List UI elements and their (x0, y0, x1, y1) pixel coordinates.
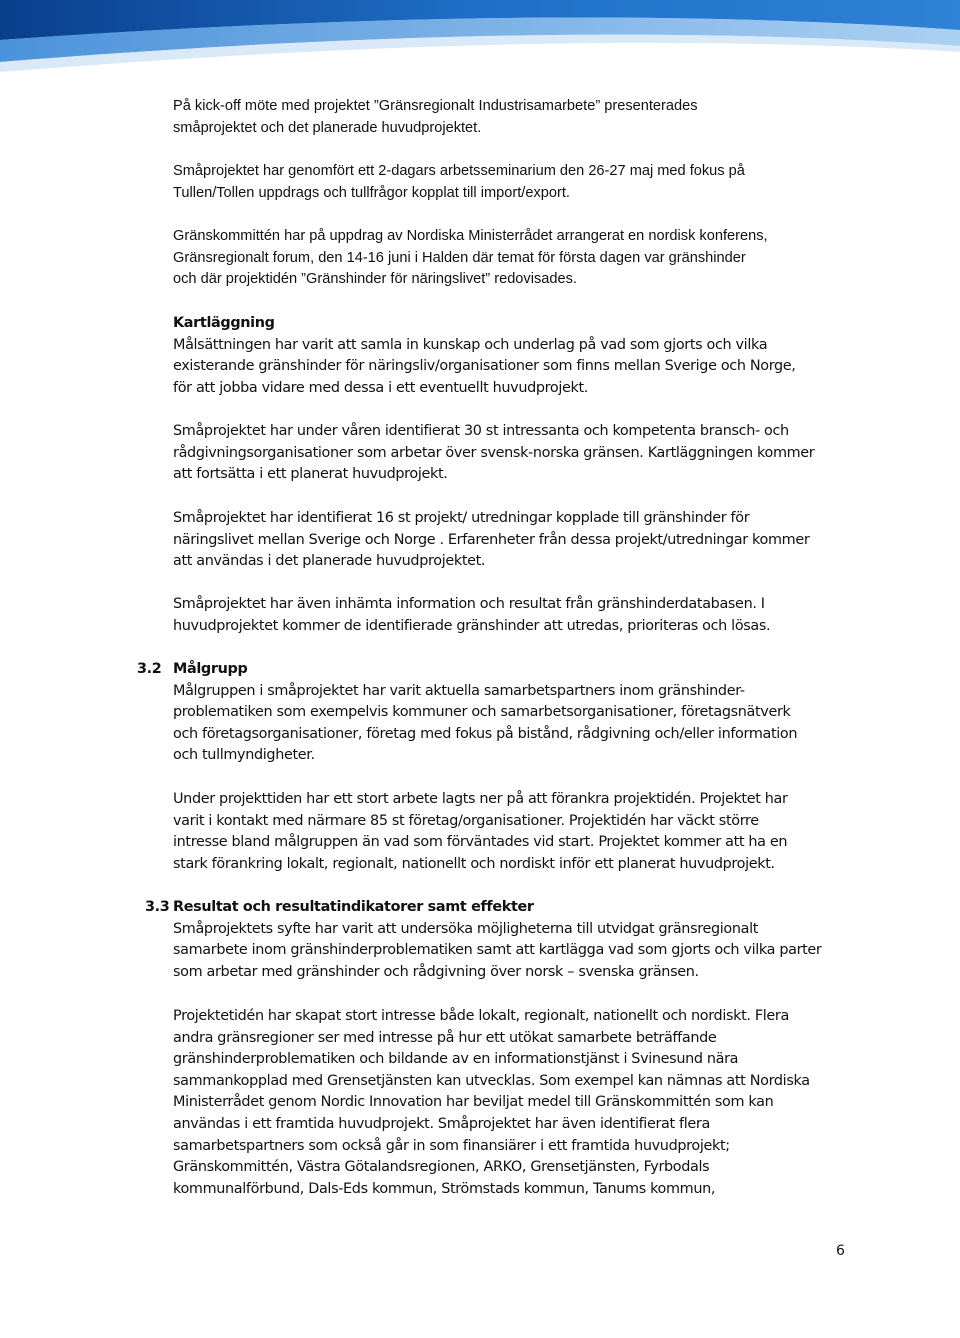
text-line: sammankopplad med Grensetjänsten kan utvecklas. Som exempel kan nämnas att Nordiska (173, 1072, 810, 1089)
text-line: samarbetspartners som också går in som finansiärer i ett framtida huvudprojekt; (173, 1137, 730, 1154)
text-line: intresse bland målgruppen än vad som förväntades vid start. Projektet kommer att ha en (173, 834, 788, 851)
paragraph-seminar (173, 161, 873, 204)
text-line: Gränsregionalt forum, den 14-16 juni i Halden där temat för första dagen var gränshinder (173, 249, 746, 266)
paragraph-kickoff (173, 96, 873, 139)
text-line: som arbetar med gränshinder och rådgivning över norsk – svenska gränsen. (173, 963, 699, 980)
text-line: rådgivningsorganisationer som arbetar över svensk-norska gränsen. Kartläggningen kommer (173, 444, 815, 461)
text-line: Tullen/Tollen uppdrags och tullfrågor kopplat till import/export. (173, 184, 570, 201)
text-line: problematiken som exempelvis kommuner och samarbetsorganisationer, företagsnätverk (173, 704, 791, 721)
text-line: och företagsorganisationer, företag med fokus på bistånd, rådgivning och/eller information (173, 725, 798, 742)
text-line: Småprojektet har under våren identifierat 30 st intressanta och kompetenta bransch- och (173, 423, 789, 439)
paragraph-malgrupp-2 (173, 789, 873, 875)
text-line: Gränskommittén, Västra Götalandsregionen, ARKO, Grensetjänsten, Fyrbodals (173, 1159, 710, 1176)
text-line: existerande gränshinder för näringsliv/organisationer som finns mellan Sverige och Norge, (173, 358, 796, 375)
text-line: Ministerrådet genom Nordic Innovation har beviljat medel till Gränskommittén som kan (173, 1094, 774, 1111)
text-line: Projektetidén har skapat stort intresse både lokalt, regionalt, nationellt och nordiskt. Flera (173, 1008, 789, 1024)
section-title-resultat: Resultat och resultatindikatorer samt effekter (173, 899, 534, 915)
text-line: småprojektet och det planerade huvudprojektet. (173, 119, 482, 136)
text-line: Småprojektet har genomfört ett 2-dagars arbetsseminarium den 26-27 maj med fokus på (173, 163, 745, 179)
text-line: andra gränsregioner ser med intresse på hur ett utökat samarbete beträffande (173, 1029, 717, 1046)
paragraph-conference (173, 226, 873, 291)
paragraph-database (173, 594, 873, 637)
text-line: och där projektidén ”Gränshinder för näringslivet” redovisades. (173, 271, 577, 288)
text-line: stark förankring lokalt, regionalt, nationellt och nordiskt inför ett planerat huvudprojekt. (173, 855, 775, 872)
section-title-malgrupp: Målgrupp (173, 661, 248, 677)
text-line: för att jobba vidare med dessa i ett eventuellt huvudprojekt. (173, 379, 589, 396)
text-line: kommunalförbund, Dals-Eds kommun, Strömstads kommun, Tanums kommun, (173, 1180, 716, 1197)
header-decoration (0, 0, 960, 80)
section-malgrupp (173, 659, 873, 767)
text-line: varit i kontakt med närmare 85 st företag/organisationer. Projektidén har väckt större (173, 812, 759, 829)
text-line: att fortsätta i ett planerat huvudprojekt. (173, 466, 448, 483)
paragraph-identified-projects (173, 508, 873, 573)
page-number: 6 (836, 1243, 845, 1259)
section-resultat (173, 897, 873, 983)
text-line: Målsättningen har varit att samla in kunskap och underlag på vad som gjorts och vilka (173, 336, 768, 353)
text-line: användas i ett framtida huvudprojekt. Småprojektet har även identifierat flera (173, 1115, 710, 1132)
text-line: och tullmyndigheter. (173, 747, 315, 764)
text-line: På kick-off möte med projektet ”Gränsregionalt Industrisamarbete” presenterades (173, 98, 698, 114)
text-line: gränshinderproblematiken och bildande av en informationstjänst i Svinesund nära (173, 1051, 739, 1068)
section-number-3-2: 3.2 (137, 661, 162, 677)
text-line: Småprojektet har identifierat 16 st projekt/ utredningar kopplade till gränshinder för (173, 510, 750, 526)
section-kartlaggning (173, 313, 873, 399)
text-line: att användas i det planerade huvudprojektet. (173, 553, 486, 570)
paragraph-identified-orgs (173, 421, 873, 486)
kartlaggning-heading: Kartläggning (173, 315, 275, 331)
section-number-3-3: 3.3 (145, 899, 170, 915)
text-line: Småprojektet har även inhämta information och resultat från gränshinderdatabasen. I (173, 596, 765, 612)
text-line: huvudprojektet kommer de identifierade gränshinder att utredas, prioriteras och lösas. (173, 617, 771, 634)
text-line: Gränskommittén har på uppdrag av Nordiska Ministerrådet arrangerat en nordisk konferens, (173, 228, 768, 244)
text-line: samarbete inom gränshinderproblematiken samt att kartlägga vad som gjorts och vilka parter (173, 942, 822, 959)
text-line: Under projekttiden har ett stort arbete lagts ner på att förankra projektidén. Projektet har (173, 791, 788, 807)
text-line: Målgruppen i småprojektet har varit aktuella samarbetspartners inom gränshinder- (173, 682, 745, 699)
paragraph-resultat-2 (173, 1006, 873, 1200)
text-line: näringslivet mellan Sverige och Norge . Erfarenheter från dessa projekt/utredningar kommer (173, 531, 810, 548)
text-line: Småprojektets syfte har varit att undersöka möjligheterna till utvidgat gränsregionalt (173, 920, 759, 937)
